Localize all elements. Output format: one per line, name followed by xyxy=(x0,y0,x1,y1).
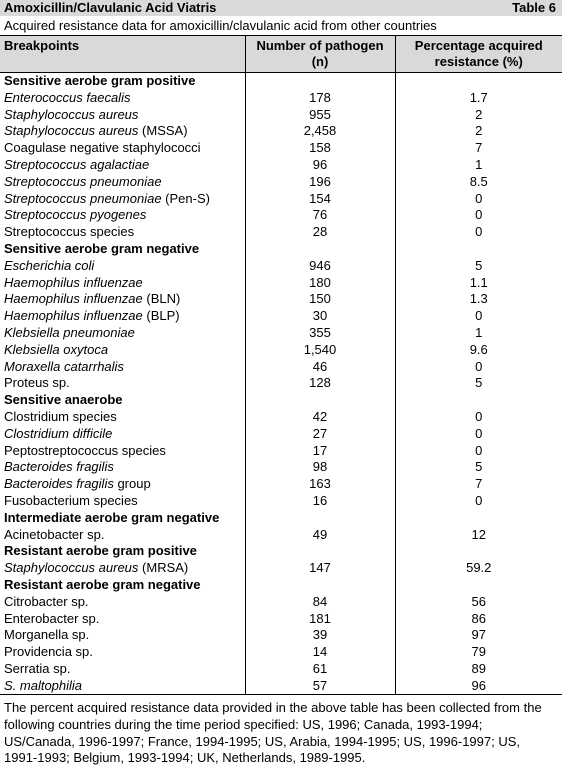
resistance-percent-cell: 9.6 xyxy=(469,341,488,357)
resistance-percent-cell: 5 xyxy=(475,375,483,391)
table-row xyxy=(0,409,562,426)
pathogen-count-cell: 57 xyxy=(245,678,395,695)
pathogen-count-cell: 98 xyxy=(245,459,395,476)
column-header-number: Number of pathogen (n) xyxy=(245,36,395,73)
organism-name: Acinetobacter sp. xyxy=(4,526,105,542)
organism-cell xyxy=(0,627,245,644)
group-empty-cell xyxy=(245,577,395,594)
table-row xyxy=(0,342,562,359)
organism-cell xyxy=(0,375,245,392)
table-row xyxy=(0,308,562,325)
pathogen-count-cell: 196 xyxy=(245,174,395,191)
pathogen-count-cell: 946 xyxy=(245,258,395,275)
organism-name: Klebsiella oxytoca xyxy=(4,341,109,357)
group-empty-cell xyxy=(395,577,562,594)
resistance-percent-cell: 0 xyxy=(475,190,483,206)
group-label: Sensitive anaerobe xyxy=(4,392,123,408)
table-row xyxy=(0,140,562,157)
organism-cell xyxy=(0,140,245,157)
group-row xyxy=(0,392,562,409)
organism-cell xyxy=(0,191,245,208)
resistance-percent-cell: 0 xyxy=(475,442,483,458)
organism-cell xyxy=(0,493,245,510)
resistance-percent-cell: 12 xyxy=(471,526,486,542)
organism-cell xyxy=(0,325,245,342)
pathogen-count-cell: 178 xyxy=(245,90,395,107)
organism-cell xyxy=(0,459,245,476)
organism-name: Moraxella catarrhalis xyxy=(4,358,124,374)
organism-name: Klebsiella pneumoniae xyxy=(4,324,135,340)
organism-cell xyxy=(0,258,245,275)
table-row xyxy=(0,90,562,107)
column-header-breakpoints: Breakpoints xyxy=(0,36,245,73)
resistance-percent-cell: 7 xyxy=(475,140,483,156)
table-row xyxy=(0,493,562,510)
pathogen-count-cell: 147 xyxy=(245,560,395,577)
pathogen-count-cell: 14 xyxy=(245,644,395,661)
pathogen-count-cell: 2,458 xyxy=(245,123,395,140)
group-empty-cell xyxy=(245,73,395,90)
resistance-table xyxy=(0,35,562,695)
resistance-percent-cell: 8.5 xyxy=(469,173,488,189)
table-header xyxy=(0,36,562,73)
pathogen-count-cell: 150 xyxy=(245,291,395,308)
column-header-percentage: Percentage acquired resistance (%) xyxy=(395,36,562,73)
resistance-percent-cell: 7 xyxy=(475,476,483,492)
organism-qualifier: (Pen-S) xyxy=(161,190,210,206)
organism-name: Streptococcus pneumoniae xyxy=(4,173,162,189)
pathogen-count-cell: 28 xyxy=(245,224,395,241)
pathogen-count-cell: 1,540 xyxy=(245,342,395,359)
resistance-percent-cell: 0 xyxy=(475,224,483,240)
organism-qualifier: (BLN) xyxy=(142,291,181,307)
organism-cell xyxy=(0,476,245,493)
organism-cell xyxy=(0,611,245,628)
table-row xyxy=(0,426,562,443)
group-label: Resistant aerobe gram negative xyxy=(4,576,201,592)
group-empty-cell xyxy=(395,543,562,560)
table-number: Table 6 xyxy=(512,0,556,15)
pathogen-count-cell: 46 xyxy=(245,359,395,376)
organism-name: Clostridium difficile xyxy=(4,425,113,441)
pathogen-count-cell: 76 xyxy=(245,207,395,224)
organism-name: Staphylococcus aureus xyxy=(4,106,139,122)
group-label: Resistant aerobe gram positive xyxy=(4,543,197,559)
organism-name: Bacteroides fragilis xyxy=(4,459,114,475)
table-row xyxy=(0,157,562,174)
table-row xyxy=(0,611,562,628)
document-title: Amoxicillin/Clavulanic Acid Viatris xyxy=(4,0,217,15)
pathogen-count-cell: 17 xyxy=(245,443,395,460)
organism-cell xyxy=(0,527,245,544)
resistance-percent-cell: 5 xyxy=(475,257,483,273)
organism-name: Enterobacter sp. xyxy=(4,610,100,626)
organism-cell xyxy=(0,90,245,107)
table-row xyxy=(0,191,562,208)
resistance-percent-cell: 0 xyxy=(475,207,483,223)
organism-name: Streptococcus species xyxy=(4,224,135,240)
organism-cell xyxy=(0,123,245,140)
resistance-percent-cell: 1 xyxy=(475,156,483,172)
pathogen-count-cell: 163 xyxy=(245,476,395,493)
organism-cell xyxy=(0,224,245,241)
organism-qualifier: (MRSA) xyxy=(138,560,189,576)
organism-cell xyxy=(0,308,245,325)
table-row xyxy=(0,443,562,460)
pathogen-count-cell: 154 xyxy=(245,191,395,208)
group-row xyxy=(0,543,562,560)
resistance-percent-cell: 0 xyxy=(475,408,483,424)
table-row xyxy=(0,174,562,191)
organism-name: Fusobacterium species xyxy=(4,492,138,508)
organism-name: Clostridium species xyxy=(4,408,117,424)
organism-cell xyxy=(0,359,245,376)
table-row xyxy=(0,476,562,493)
resistance-percent-cell: 86 xyxy=(471,610,486,626)
organism-cell xyxy=(0,644,245,661)
organism-cell xyxy=(0,174,245,191)
group-empty-cell xyxy=(395,392,562,409)
pathogen-count-cell: 30 xyxy=(245,308,395,325)
group-empty-cell xyxy=(395,510,562,527)
pathogen-count-cell: 27 xyxy=(245,426,395,443)
resistance-percent-cell: 2 xyxy=(475,123,483,139)
resistance-percent-cell: 1 xyxy=(475,324,483,340)
resistance-percent-cell: 1.7 xyxy=(469,89,488,105)
group-empty-cell xyxy=(245,543,395,560)
organism-cell xyxy=(0,594,245,611)
organism-name: Escherichia coli xyxy=(4,257,95,273)
table-row xyxy=(0,560,562,577)
table-row xyxy=(0,661,562,678)
organism-name: Streptococcus pneumoniae xyxy=(4,190,162,206)
table-row xyxy=(0,107,562,124)
organism-cell xyxy=(0,107,245,124)
resistance-percent-cell: 89 xyxy=(471,660,486,676)
organism-name: Staphylococcus aureus xyxy=(4,123,139,139)
pathogen-count-cell: 955 xyxy=(245,107,395,124)
organism-name: Serratia sp. xyxy=(4,660,71,676)
organism-name: Peptostreptococcus species xyxy=(4,442,166,458)
table-row xyxy=(0,325,562,342)
header-bar xyxy=(0,0,562,16)
table-row xyxy=(0,594,562,611)
resistance-percent-cell: 79 xyxy=(471,644,486,660)
organism-cell xyxy=(0,443,245,460)
pathogen-count-cell: 84 xyxy=(245,594,395,611)
table-row xyxy=(0,527,562,544)
pathogen-count-cell: 180 xyxy=(245,275,395,292)
table-row xyxy=(0,123,562,140)
table-row xyxy=(0,207,562,224)
organism-cell xyxy=(0,661,245,678)
organism-name: Citrobacter sp. xyxy=(4,593,89,609)
organism-cell xyxy=(0,342,245,359)
group-row xyxy=(0,73,562,90)
organism-cell xyxy=(0,426,245,443)
resistance-percent-cell: 97 xyxy=(471,627,486,643)
resistance-percent-cell: 0 xyxy=(475,308,483,324)
pathogen-count-cell: 61 xyxy=(245,661,395,678)
group-empty-cell xyxy=(395,73,562,90)
pathogen-count-cell: 49 xyxy=(245,527,395,544)
group-empty-cell xyxy=(395,241,562,258)
organism-cell xyxy=(0,409,245,426)
organism-qualifier: (BLP) xyxy=(142,308,180,324)
table-row xyxy=(0,291,562,308)
table-row xyxy=(0,678,562,695)
group-row xyxy=(0,510,562,527)
resistance-percent-cell: 96 xyxy=(395,678,562,695)
group-row xyxy=(0,577,562,594)
table-row xyxy=(0,224,562,241)
organism-name: Streptococcus agalactiae xyxy=(4,156,150,172)
resistance-percent-cell: 0 xyxy=(475,425,483,441)
group-label: Sensitive aerobe gram negative xyxy=(4,240,200,256)
pathogen-count-cell: 355 xyxy=(245,325,395,342)
pathogen-count-cell: 39 xyxy=(245,627,395,644)
group-empty-cell xyxy=(245,241,395,258)
footnote: The percent acquired resistance data provided in the above table has been collected from the following countries during the time period specified: US, 1996; Canada, 1993-1994; US/Canada, 1996-1997; France, 1994-1995; US, Arabia, 1994-1995; US, 1996-1997; US, 1991-1993; Belgium, 1993-1994; UK, Netherlands, 1989-1995. xyxy=(4,700,542,766)
resistance-percent-cell: 5 xyxy=(475,459,483,475)
organism-cell xyxy=(0,157,245,174)
group-label: Intermediate aerobe gram negative xyxy=(4,509,220,525)
pathogen-count-cell: 96 xyxy=(245,157,395,174)
resistance-percent-cell: 56 xyxy=(471,593,486,609)
organism-cell xyxy=(0,560,245,577)
table-caption: Acquired resistance data for amoxicillin/clavulanic acid from other countries xyxy=(4,18,437,33)
organism-name: Providencia sp. xyxy=(4,644,93,660)
organism-name: Morganella sp. xyxy=(4,627,90,643)
group-empty-cell xyxy=(245,392,395,409)
resistance-percent-cell: 0 xyxy=(475,492,483,508)
table-row xyxy=(0,459,562,476)
table-row xyxy=(0,359,562,376)
resistance-percent-cell: 59.2 xyxy=(466,560,492,576)
organism-name: Proteus sp. xyxy=(4,375,70,391)
organism-name: Coagulase negative staphylococci xyxy=(4,140,201,156)
resistance-percent-cell: 0 xyxy=(475,358,483,374)
organism-cell xyxy=(0,678,245,695)
organism-cell xyxy=(0,207,245,224)
pathogen-count-cell: 158 xyxy=(245,140,395,157)
group-row xyxy=(0,241,562,258)
table-row xyxy=(0,258,562,275)
organism-cell xyxy=(0,275,245,292)
organism-name: Haemophilus influenzae xyxy=(4,274,143,290)
resistance-percent-cell: 1.1 xyxy=(469,274,488,290)
organism-cell xyxy=(0,291,245,308)
table-row xyxy=(0,627,562,644)
table-body xyxy=(0,73,562,695)
table-row xyxy=(0,375,562,392)
organism-name: Enterococcus faecalis xyxy=(4,89,131,105)
group-empty-cell xyxy=(245,510,395,527)
organism-name: Haemophilus influenzae xyxy=(4,291,143,307)
organism-name: Haemophilus influenzae xyxy=(4,308,143,324)
organism-name: Staphylococcus aureus xyxy=(4,560,139,576)
resistance-percent-cell: 1.3 xyxy=(469,291,488,307)
organism-name: Bacteroides fragilis xyxy=(4,476,114,492)
group-label: Sensitive aerobe gram positive xyxy=(4,73,196,88)
table-row xyxy=(0,644,562,661)
table-row xyxy=(0,275,562,292)
organism-qualifier: (MSSA) xyxy=(138,123,188,139)
organism-name: S. maltophilia xyxy=(4,677,83,693)
organism-name: Streptococcus pyogenes xyxy=(4,207,147,223)
pathogen-count-cell: 181 xyxy=(245,611,395,628)
resistance-percent-cell: 2 xyxy=(475,106,483,122)
pathogen-count-cell: 128 xyxy=(245,375,395,392)
pathogen-count-cell: 42 xyxy=(245,409,395,426)
pathogen-count-cell: 16 xyxy=(245,493,395,510)
organism-qualifier: group xyxy=(113,476,151,492)
